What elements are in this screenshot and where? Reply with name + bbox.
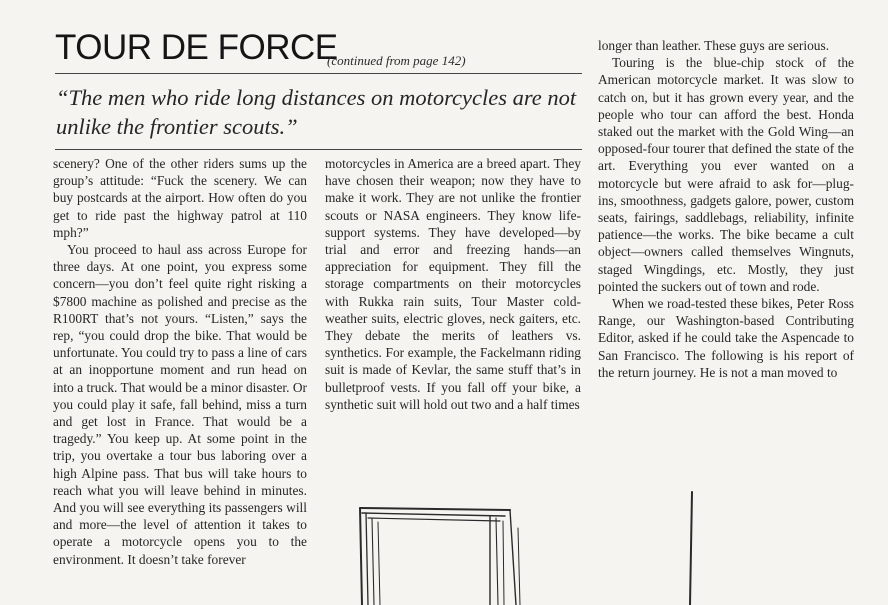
continued-note: (continued from page 142) (327, 53, 466, 68)
headline: TOUR DE FORCE (55, 28, 338, 67)
paragraph: Touring is the blue-chip stock of the American motorcycle market. It was slow to catch on, but it has grown every year, and the people who tour can afford the best. Honda staked out the market with the Gold Wing—an opposed-four tourer that defined the state of the art. Everything you ever wanted on a motorcycle but were afraid to ask for—plug-ins, smoothness, gadgets galore, power, custom seats, fairings, saddlebags, reliability, infinite patience—the works. The bike became a cult object—owners called themselves Wingnuts, staged Wingdings, etc. Mostly, they just pointed the suckers out of town and rode. (598, 55, 854, 294)
paragraph: scenery? One of the other riders sums up the group’s attitude: “Fuck the scenery. We can buy postcards at the airport. How often do you get to ride past the highway patrol at 110 mph?” (53, 156, 307, 240)
line-illustration (340, 480, 888, 605)
rule-bottom (55, 149, 582, 150)
paragraph: When we road-tested these bikes, Peter Ross Range, our Washington-based Contributing Editor, asked if he could take the Aspencade to San Francisco. The following is his report of the return journey. He is not a man moved to (598, 296, 854, 380)
column-2 (325, 155, 581, 413)
headline-row (55, 26, 585, 76)
paragraph: longer than leather. These guys are serious. (598, 38, 830, 53)
paragraph: You proceed to haul ass across Europe for three days. At one point, you express some concern—you don’t feel quite right risking a $7800 machine as polished and precise as the R100RT that’s not yours. “Listen,” says the rep, “you could drop the bike. That would be unfortunate. You could try to pass a line of cars at an inopportune moment and run head on into a truck. That would be a minor disaster. Or you could play it safe, fall behind, miss a turn and get lost in France. That would be a tragedy.” You keep up. At some point in the trip, you overtake a tour bus laboring over a high Alpine pass. That bus will take hours to reach what you will leave behind in minutes. And you will see everything its passengers will and more—the level of attention it takes to operate a motorcycle opens you to the environment. It doesn’t take forever (53, 242, 307, 567)
pull-quote: “The men who ride long distances on motorcycles are not unlike the frontier scouts.” (56, 85, 577, 139)
paragraph: motorcycles in America are a breed apart. They have chosen their weapon; now they have to make it work. They are not unlike the frontier scouts or NASA engineers. They know life-support systems. They have developed—by trial and error and freezing hands—an appreciation for equipment. They fill the storage compartments on their motorcycles with Rukka rain suits, Tour Master cold-weather suits, electric gloves, neck gaiters, etc. They debate the merits of leathers vs. synthetics. For example, the Fackelmann riding suit is made of Kevlar, the same stuff that’s in bulletproof vests. If you fall off your bike, a synthetic suit will hold out two and a half times (325, 156, 581, 412)
rule-top (55, 73, 582, 74)
column-3 (598, 37, 854, 381)
column-1 (53, 155, 307, 568)
